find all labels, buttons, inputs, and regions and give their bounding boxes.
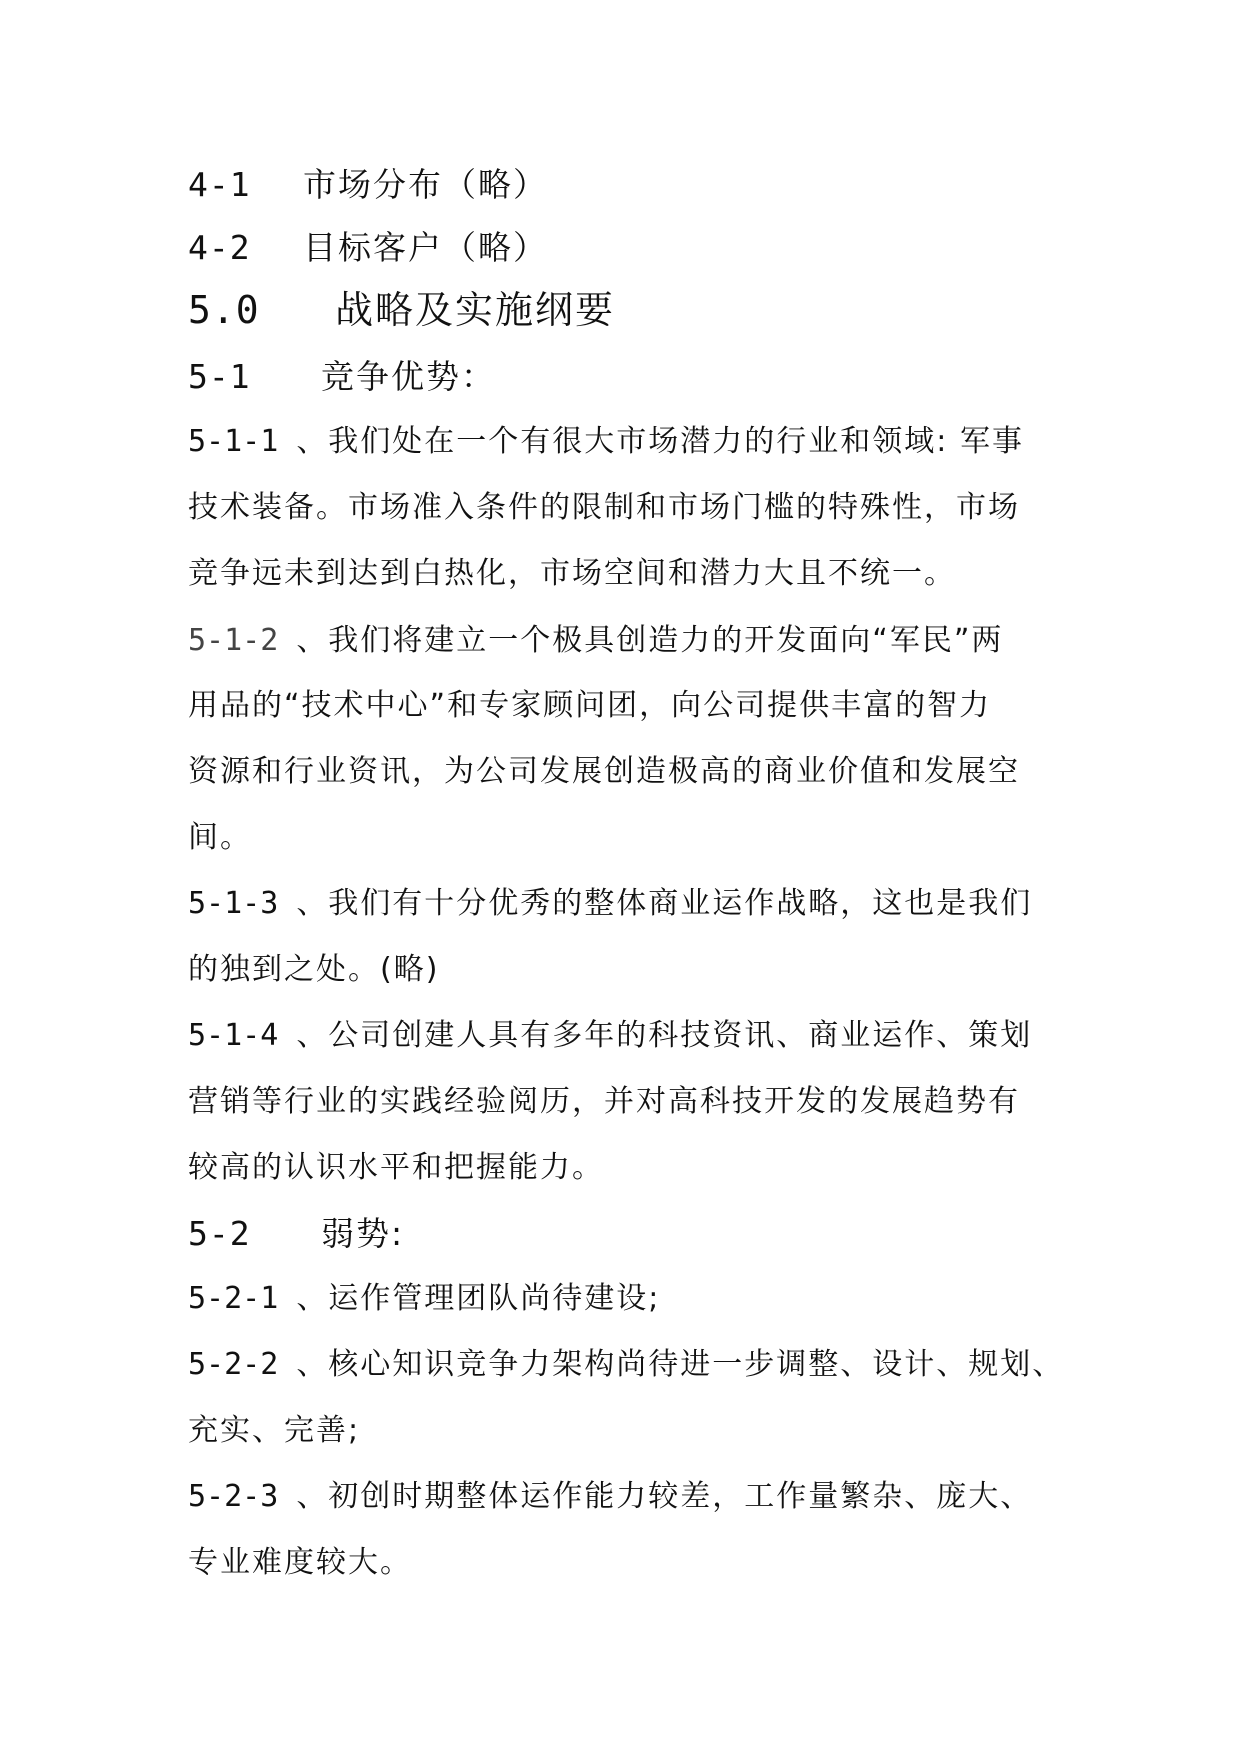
heading-number: 4-2 bbox=[188, 228, 251, 267]
item-text: 、公司创建人具有多年的科技资讯、商业运作、策划 bbox=[296, 1018, 1033, 1053]
item-5-1-4-line-2: 营销等行业的实践经验阅历，并对高科技开发的发展趋势有 bbox=[188, 1084, 1020, 1119]
item-text: 、我们将建立一个极具创造力的开发面向“军民”两 bbox=[296, 623, 1004, 658]
heading-5-0 bbox=[188, 285, 615, 335]
item-5-1-1-line-2: 技术装备。市场准入条件的限制和市场门槛的特殊性，市场 bbox=[188, 490, 1020, 525]
heading-4-2 bbox=[188, 226, 548, 270]
item-text: 、初创时期整体运作能力较差，工作量繁杂、庞大、 bbox=[296, 1479, 1033, 1514]
heading-5-1 bbox=[188, 355, 496, 399]
item-text: 、核心知识竞争力架构尚待进一步调整、设计、规划、 bbox=[296, 1347, 1065, 1382]
heading-number: 5-2 bbox=[188, 1214, 251, 1253]
heading-5-2 bbox=[188, 1212, 404, 1256]
heading-text: 市场分布（略） bbox=[303, 165, 548, 204]
item-text: 、我们处在一个有很大市场潜力的行业和领域: 军事 bbox=[296, 424, 1024, 459]
item-number: 5-1-4 bbox=[188, 1018, 279, 1053]
heading-number: 5.0 bbox=[188, 288, 260, 332]
item-5-1-2-line-3: 资源和行业资讯，为公司发展创造极高的商业价值和发展空 bbox=[188, 754, 1020, 789]
heading-text: 目标客户（略） bbox=[303, 228, 548, 267]
heading-text: 战略及实施纲要 bbox=[335, 288, 616, 332]
item-number: 5-2-2 bbox=[188, 1347, 279, 1382]
item-5-1-4-line-1 bbox=[188, 1016, 1032, 1056]
item-5-1-2-line-1 bbox=[188, 621, 1003, 661]
item-5-1-1-line-3: 竞争远未到达到白热化，市场空间和潜力大且不统一。 bbox=[188, 556, 956, 591]
heading-number: 4-1 bbox=[188, 165, 251, 204]
item-5-1-3-line-1 bbox=[188, 884, 1032, 924]
item-5-1-4-line-3: 较高的认识水平和把握能力。 bbox=[188, 1150, 604, 1185]
item-number: 5-2-1 bbox=[188, 1281, 279, 1316]
heading-text: 竞争优势： bbox=[321, 357, 496, 396]
item-5-2-3-line-2: 专业难度较大。 bbox=[188, 1545, 412, 1580]
item-number: 5-1-1 bbox=[188, 424, 279, 459]
item-5-1-1-line-1 bbox=[188, 422, 1024, 462]
item-5-2-2-line-1 bbox=[188, 1345, 1064, 1385]
item-number: 5-1-2 bbox=[188, 623, 279, 658]
item-5-2-3-line-1 bbox=[188, 1477, 1032, 1517]
item-5-2-1-line-1 bbox=[188, 1279, 660, 1319]
heading-number: 5-1 bbox=[188, 357, 251, 396]
item-5-2-2-line-2: 充实、完善; bbox=[188, 1413, 361, 1448]
heading-4-1 bbox=[188, 163, 548, 207]
item-text: 、运作管理团队尚待建设; bbox=[296, 1281, 661, 1316]
heading-text: 弱势: bbox=[321, 1214, 405, 1253]
item-5-1-3-line-2: 的独到之处。(略) bbox=[188, 952, 440, 987]
item-number: 5-2-3 bbox=[188, 1479, 279, 1514]
item-text: 、我们有十分优秀的整体商业运作战略，这也是我们 bbox=[296, 886, 1033, 921]
item-5-1-2-line-4: 间。 bbox=[188, 820, 252, 855]
item-5-1-2-line-2: 用品的“技术中心”和专家顾问团，向公司提供丰富的智力 bbox=[188, 688, 992, 723]
item-number: 5-1-3 bbox=[188, 886, 279, 921]
